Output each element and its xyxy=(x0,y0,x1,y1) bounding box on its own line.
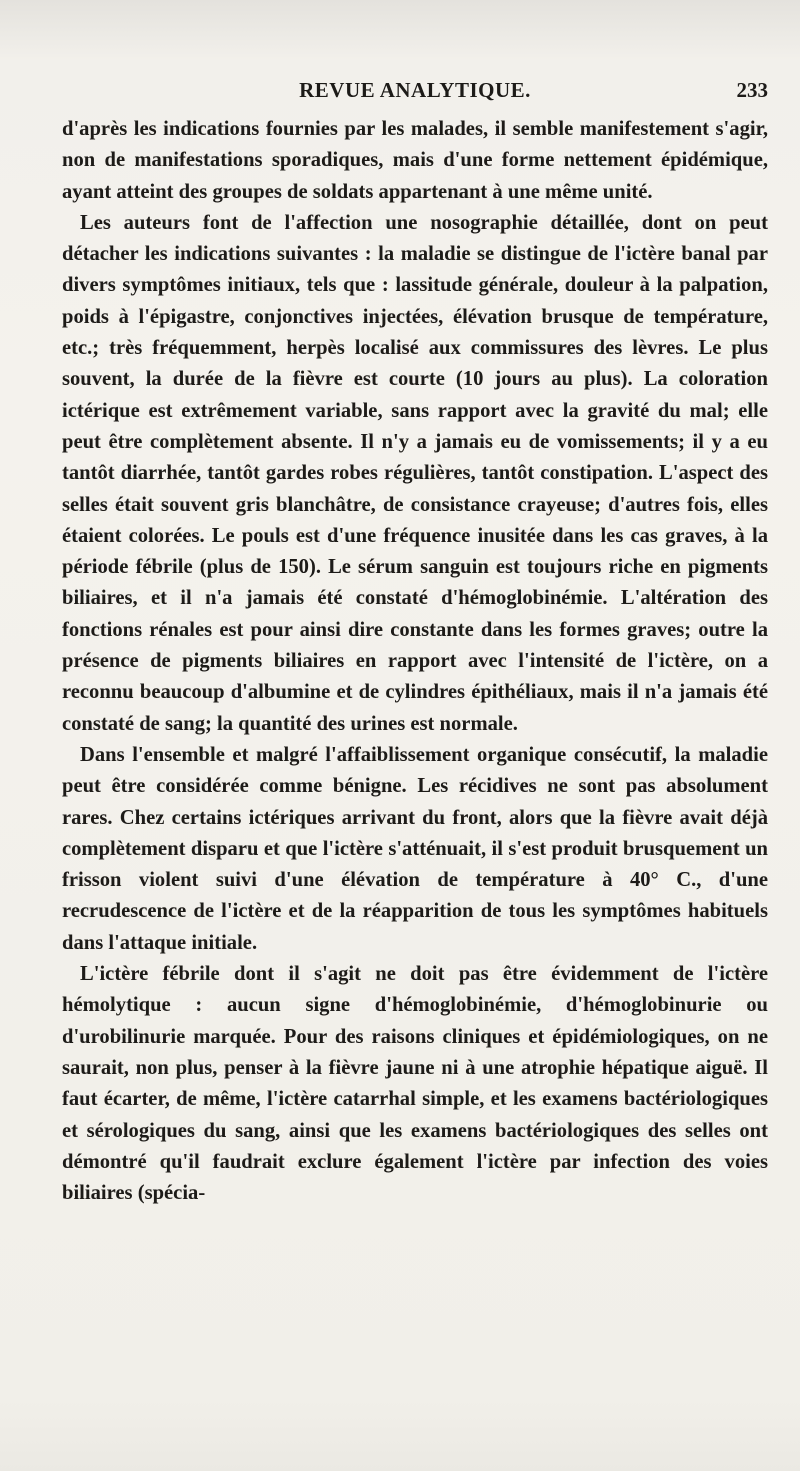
paragraph-prognosis: Dans l'ensemble et malgré l'affaiblissement organique consécutif, la maladie peut être considérée comme bénigne. Les récidives ne sont pas absolument rares. Chez certains ictériques arrivant du front, alors que la fièvre avait déjà complètement disparu et que l'ictère s'atténuait, il s'est produit brusquement un frisson violent suivi d'une élévation de température à 40° C., d'une recrudescence de l'ictère et de la réapparition de tous les symptômes habituels dans l'attaque initiale. xyxy=(62,743,768,954)
running-head: REVUE ANALYTIQUE. xyxy=(299,78,531,102)
paragraph-continuation: d'après les indications fournies par les malades, il semble manifestement s'agir, non de manifestations sporadiques, mais d'une forme nettement épidémique, ayant atteint des groupes de soldats appartenant à une même unité. xyxy=(62,118,768,203)
body-text xyxy=(62,114,768,1209)
page-header xyxy=(62,78,768,108)
page-number: 233 xyxy=(736,78,768,102)
paragraph-differential: L'ictère fébrile dont il s'agit ne doit pas être évidemment de l'ictère hémolytique : aucun signe d'hémoglobinémie, d'hémoglobinurie ou d'urobilinurie marquée. Pour des raisons cliniques et épidémiologiques, on ne saurait, non plus, penser à la fièvre jaune ni à une atrophie hépatique aiguë. Il faut écarter, de même, l'ictère catarrhal simple, et les examens bactériologiques et sérologiques du sang, ainsi que les examens bactériologiques des selles ont démontré qu'il faudrait exclure également l'ictère par infection des voies biliaires (spécia- xyxy=(62,963,768,1205)
paragraph-nosography: Les auteurs font de l'affection une nosographie détaillée, dont on peut détacher les indications suivantes : la maladie se distingue de l'ictère banal par divers symptômes initiaux, tels que : lassitude générale, douleur à la palpation, poids à l'épigastre, conjonctives injectées, élévation brusque de température, etc.; très fréquemment, herpès localisé aux commissures des lèvres. Le plus souvent, la durée de la fièvre est courte (10 jours au plus). La coloration ictérique est extrêmement variable, sans rapport avec la gravité du mal; elle peut être complètement absente. Il n'y a jamais eu de vomissements; il y a eu tantôt diarrhée, tantôt gardes robes régulières, tantôt constipation. L'aspect des selles était souvent gris blanchâtre, de consistance crayeuse; d'autres fois, elles étaient colorées. Le pouls est d'une fréquence inusitée dans les cas graves, à la période fébrile (plus de 150). Le sérum sanguin est toujours riche en pigments biliaires, et il n'a jamais été constaté d'hémoglobinémie. L'altération des fonctions rénales est pour ainsi dire constante dans les formes graves; outre la présence de pigments biliaires en rapport avec l'intensité de l'ictère, on a reconnu beaucoup d'albumine et de cylindres épithéliaux, mais il n'a jamais été constaté de sang; la quantité des urines est normale. xyxy=(62,211,768,735)
